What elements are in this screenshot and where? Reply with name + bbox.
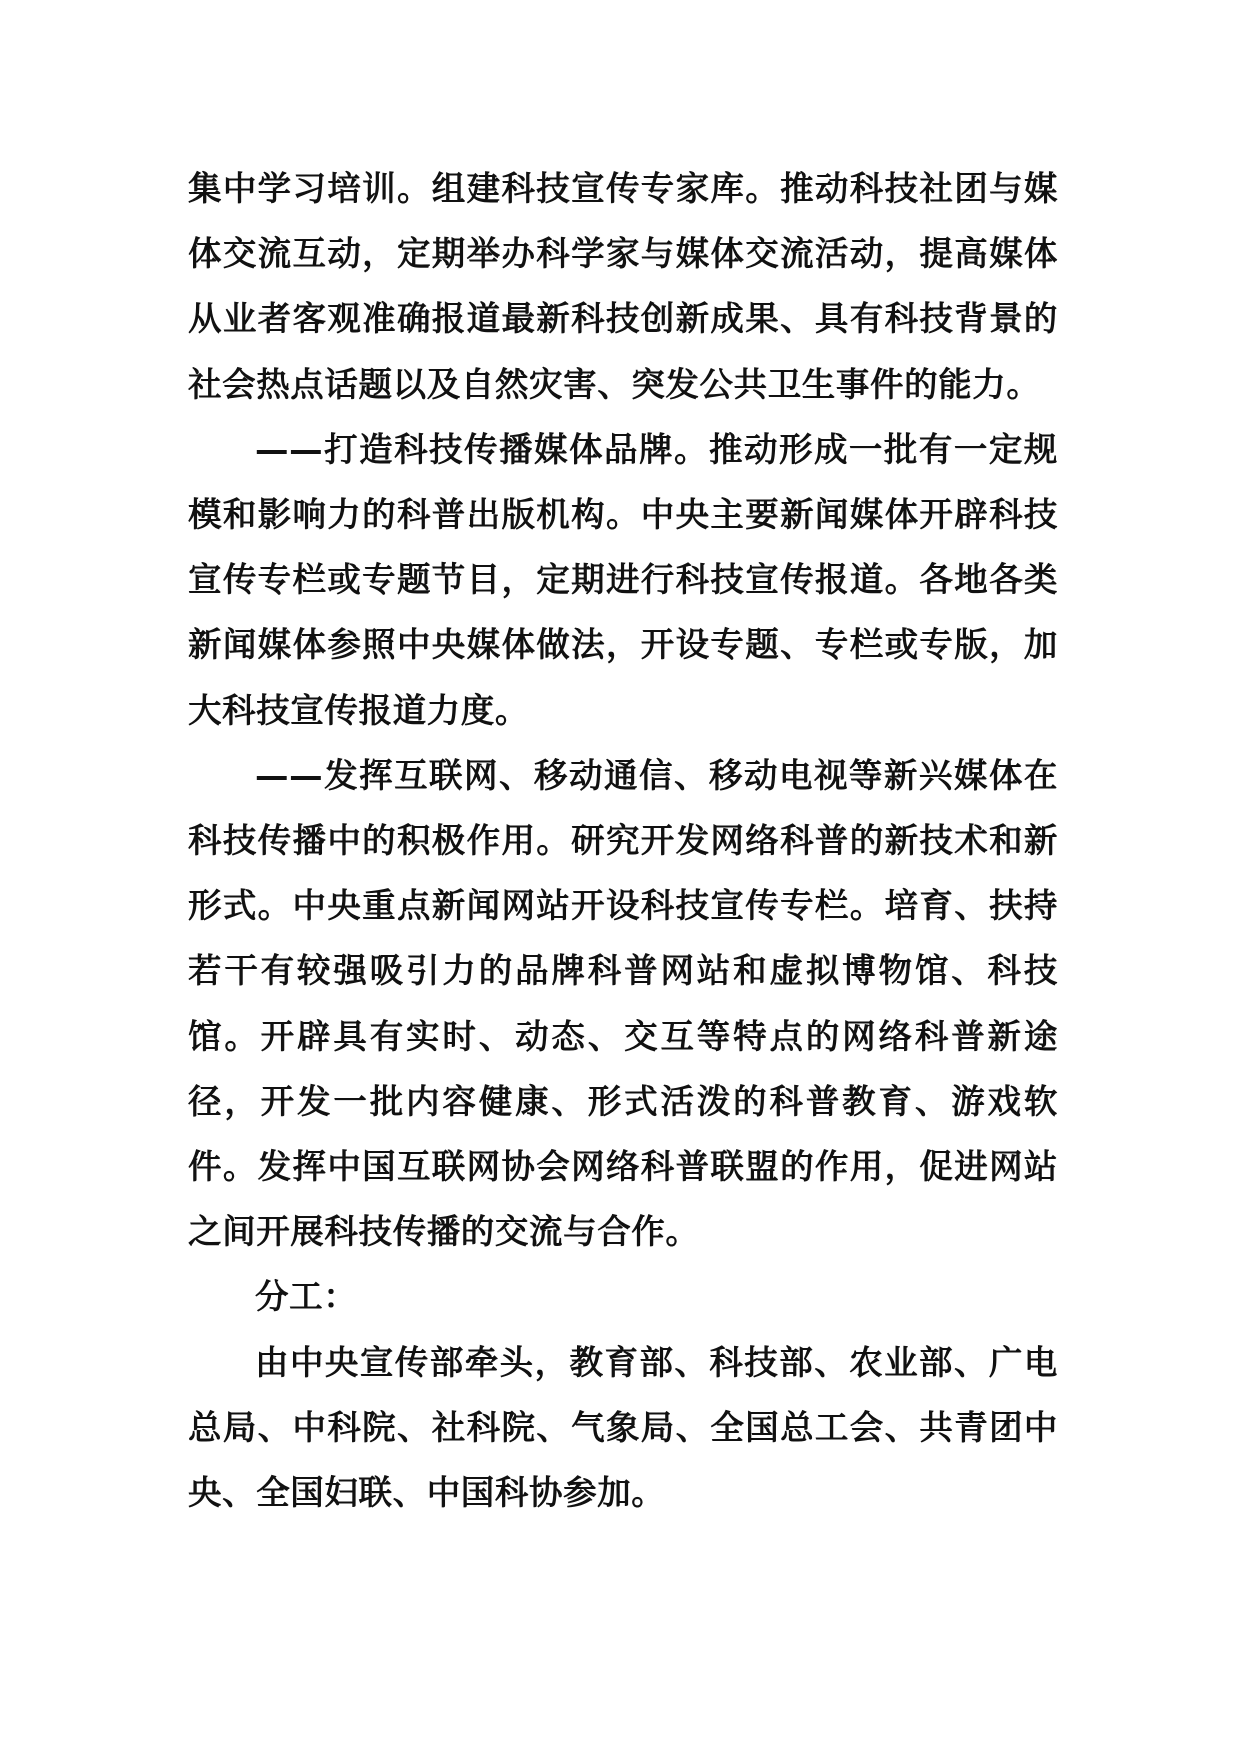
paragraph-new-media: ——发挥互联网、移动通信、移动电视等新兴媒体在科技传播中的积极作用。研究开发网络科普的新技术和新形式。中央重点新闻网站开设科技宣传专栏。培育、扶持若干有较强吸引力的品牌科普网站和虚拟博物馆、科技馆。开辟具有实时、动态、交互等特点的网络科普新途径，开发一批内容健康、形式活泼的科普教育、游戏软件。发挥中国互联网协会网络科普联盟的作用，促进网站之间开展科技传播的交流与合作。 xyxy=(188,755,1058,1252)
paragraph-media-brand: ——打造科技传播媒体品牌。推动形成一批有一定规模和影响力的科普出版机构。中央主要新闻媒体开辟科技宣传专栏或专题节目，定期进行科技宣传报道。各地各类新闻媒体参照中央媒体做法，开设专题、专栏或专版，加大科技宣传报道力度。 xyxy=(188,429,1058,730)
paragraph-media-training: 集中学习培训。组建科技宣传专家库。推动科技社团与媒体交流互动，定期举办科学家与媒体交流活动，提高媒体从业者客观准确报道最新科技创新成果、具有科技背景的社会热点话题以及自然灾害、突发公共卫生事件的能力。 xyxy=(188,169,1058,404)
body-text xyxy=(188,156,1058,1525)
paragraph-division-heading: 分工： xyxy=(255,1277,358,1317)
paragraph-division-detail: 由中央宣传部牵头，教育部、科技部、农业部、广电总局、中科院、社科院、气象局、全国总工会、共青团中央、全国妇联、中国科协参加。 xyxy=(188,1342,1058,1513)
